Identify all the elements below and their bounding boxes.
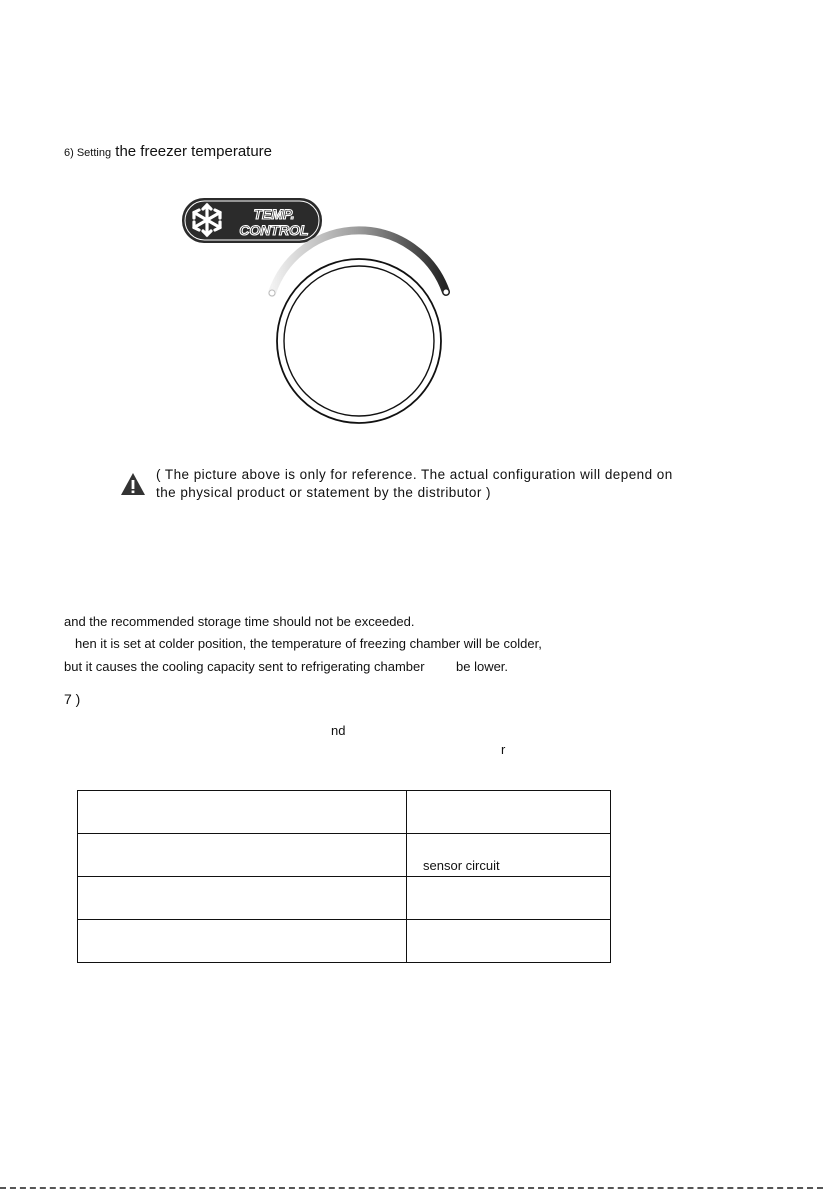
heading-prefix: 6) Setti — [64, 147, 99, 159]
table-row — [78, 920, 611, 963]
arc-marker-mid — [356, 239, 362, 245]
table-cell — [407, 791, 611, 834]
paragraph-line-2: hen it is set at colder position, the temperature of freezing chamber will be colder, — [75, 636, 542, 651]
temp-control-dial — [180, 192, 480, 442]
sensor-circuit-text: sensor circuit — [423, 858, 500, 873]
arc-marker-cold — [443, 289, 449, 295]
paragraph-line-3b: be lower. — [456, 659, 509, 674]
table-row — [78, 791, 611, 834]
section-7-fragment-nd: nd — [331, 723, 346, 738]
section-7-label: 7 ) — [64, 691, 81, 707]
table-cell — [78, 877, 407, 920]
temp-control-badge — [182, 198, 322, 243]
knob-outer-ring — [277, 259, 441, 423]
warning-icon — [120, 472, 146, 496]
paragraph-line-3a: but it causes the cooling capacity sent to refrigerating chamber — [64, 659, 425, 674]
table-cell — [78, 920, 407, 963]
table-row — [78, 834, 611, 877]
spec-table — [77, 790, 611, 963]
badge-label-temp: TEMP. — [253, 206, 295, 222]
note-line-1: ( The picture above is only for reference. The actual configuration will depend on — [156, 467, 673, 482]
table-cell — [78, 834, 407, 877]
section-7-fragment-r: r — [501, 742, 506, 757]
page-bottom-divider — [0, 1187, 823, 1189]
knob-inner-ring — [284, 266, 434, 416]
arc-marker-warm — [269, 290, 275, 296]
table-row — [78, 877, 611, 920]
paragraph-line-1: and the recommended storage time should not be exceeded. — [64, 614, 415, 629]
table-cell — [407, 877, 611, 920]
table-cell — [78, 791, 407, 834]
badge-label-control: CONTROL — [239, 222, 309, 238]
table-cell — [407, 834, 611, 877]
table-cell — [407, 920, 611, 963]
heading-mid: ng — [98, 147, 112, 159]
section-heading — [64, 143, 272, 160]
heading-rest: the freezer temperature — [111, 143, 273, 160]
note-line-2: the physical product or statement by the distributor ) — [156, 485, 491, 500]
